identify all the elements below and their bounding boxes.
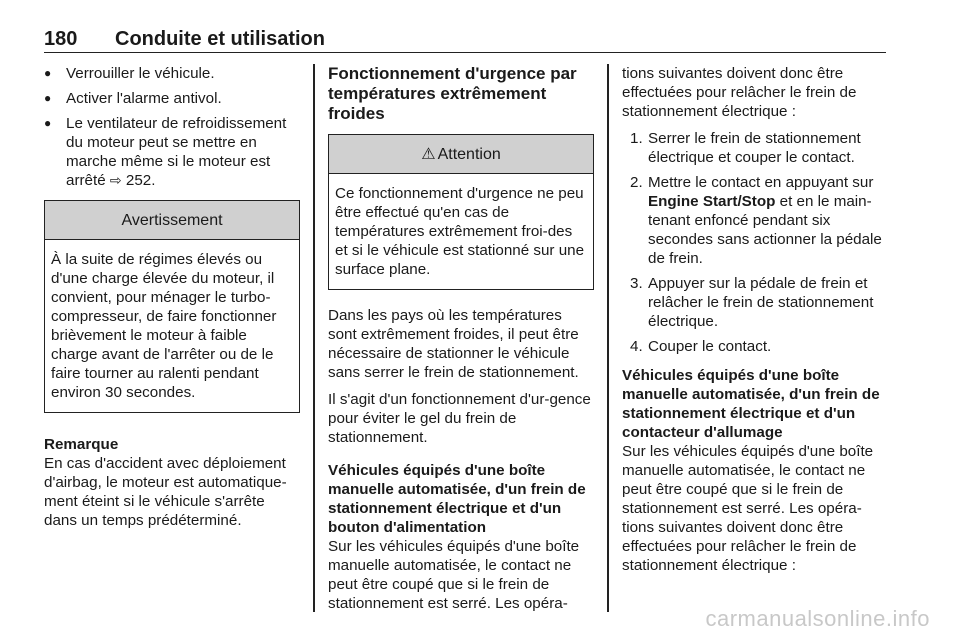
- list-item: ● Le ventilateur de refroidissement du moteur peut se mettre en marche même si le moteur est arrêté ⇨ 252.: [44, 114, 300, 190]
- paragraph: Sur les véhicules équipés d'une boîte manuelle automatisée, le contact ne peut être coupé que si le frein de stationnement est serré. Les opéra-: [328, 538, 580, 612]
- paragraph: tions suivantes doivent donc être effectuées pour relâcher le frein de stationnement électrique :: [622, 65, 857, 120]
- button-name: Engine Start/Stop: [648, 193, 776, 210]
- list-item: 2. Mettre le contact en appuyant sur Engine Start/Stop et en le main-tenant enfoncé pendant six secondes sans actionner la pédale de frein.: [630, 174, 882, 267]
- column-3: [622, 64, 888, 583]
- column-2: [328, 64, 594, 621]
- paragraph: Dans les pays où les températures sont extrêmement froides, il peut être nécessaire de stationner le véhicule sans serrer le frein de stationnement.: [328, 307, 579, 381]
- paragraph: Sur les véhicules équipés d'une boîte manuelle automatisée, le contact ne peut être coupé que si le frein de stationnement est serré. Les opéra-tions suivantes doivent donc être effectuées pour relâcher le frein de stationnement électrique :: [622, 443, 874, 574]
- note-block: [44, 435, 300, 530]
- page-number: 180: [44, 28, 78, 50]
- note-title: Remarque: [44, 436, 119, 453]
- column-1: [44, 64, 300, 530]
- list-item: 3. Appuyer sur la pédale de frein et relâcher le frein de stationnement électrique.: [630, 275, 874, 330]
- warning-triangle-icon: ⚠: [421, 145, 436, 163]
- chapter-title: Conduite et utilisation: [115, 28, 325, 50]
- list-item: 1. Serrer le frein de stationnement électrique et couper le contact.: [630, 130, 861, 166]
- page-header: [44, 26, 886, 53]
- list-item: 4. Couper le contact.: [630, 338, 772, 355]
- attention-title: Attention: [437, 145, 501, 163]
- subheading: Véhicules équipés d'une boîte manuelle automatisée, d'un frein de stationnement électrique et d'un contacteur d'allumage: [622, 367, 880, 441]
- column-divider: [607, 64, 609, 612]
- warning-box: [44, 200, 300, 413]
- warning-text: À la suite de régimes élevés ou d'une charge élevée du moteur, il convient, pour ménager le turbo-compresseur, de faire fonctionner brièvement le moteur à faible charge avant de l'arrêter ou de le faire tourner au ralenti pendant environ 30 secondes.: [51, 251, 277, 401]
- bullet-list: [44, 64, 300, 190]
- column-divider: [313, 64, 315, 612]
- attention-box: [328, 134, 594, 290]
- list-item: ● Verrouiller le véhicule.: [44, 64, 300, 83]
- steps-list: [622, 129, 888, 356]
- list-item: ● Activer l'alarme antivol.: [44, 89, 300, 108]
- attention-text: Ce fonctionnement d'urgence ne peu être effectué qu'en cas de températures extrêmement froi-des et si le véhicule est stationné sur une surface plane.: [335, 185, 585, 278]
- paragraph: Il s'agit d'un fonctionnement d'ur-gence pour éviter le gel du frein de stationnement.: [328, 391, 591, 446]
- section-heading: Fonctionnement d'urgence par températures extrêmement froides: [328, 64, 577, 123]
- page-ref-link[interactable]: 252.: [125, 172, 156, 189]
- warning-title: Avertissement: [45, 201, 299, 240]
- subheading: Véhicules équipés d'une boîte manuelle automatisée, d'un frein de stationnement électrique et d'un bouton d'alimentation: [328, 462, 586, 536]
- page-ref-arrow-icon: ⇨: [109, 172, 122, 188]
- note-text: En cas d'accident avec déploiement d'airbag, le moteur est automatique-ment éteint si le véhicule s'arrête dans un temps prédéterminé.: [44, 455, 287, 529]
- attention-header: [329, 135, 593, 174]
- watermark: carmanualsonline.info: [705, 606, 930, 631]
